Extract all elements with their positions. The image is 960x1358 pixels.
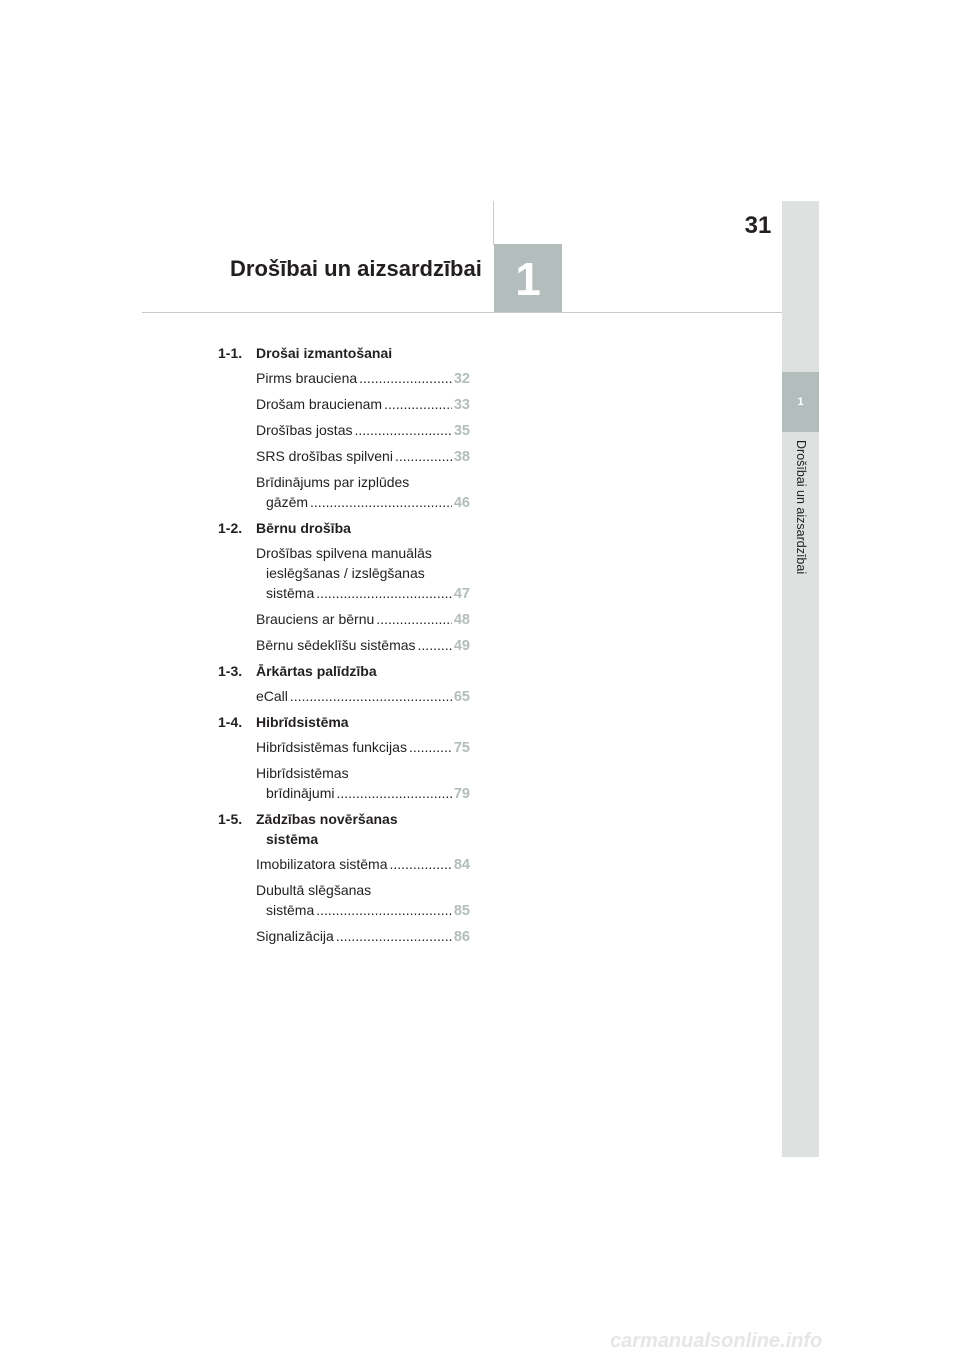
toc-page-link[interactable]: 86: [453, 929, 470, 945]
toc-entry-label: eCall: [256, 688, 288, 704]
toc-leader-dots: [310, 492, 452, 512]
toc-entry-label: Brauciens ar bērnu: [256, 611, 375, 627]
toc-entry-label: Imobilizatora sistēma: [256, 856, 388, 872]
toc-section-heading: [218, 343, 470, 363]
toc-entry[interactable]: [256, 880, 470, 921]
chapter-number-box: 1: [494, 244, 562, 312]
table-of-contents: [218, 343, 470, 952]
toc-entry-label: Drošības jostas: [256, 422, 353, 438]
toc-page-link[interactable]: 38: [453, 449, 470, 465]
toc-entry-text: Drošības spilvena manuālās: [256, 545, 432, 561]
toc-leader-dots: [290, 686, 452, 706]
toc-leader-dots: [418, 635, 452, 655]
toc-entry[interactable]: [256, 368, 470, 389]
page-number: 31: [744, 212, 772, 239]
toc-entry[interactable]: [256, 635, 470, 656]
side-tab-label: Drošībai un aizsardzībai: [794, 440, 808, 575]
toc-section-title: Hibrīdsistēma: [256, 714, 349, 730]
toc-leader-dots: [336, 926, 452, 946]
toc-section-heading: [218, 661, 470, 681]
toc-leader-dots: [395, 446, 452, 466]
toc-entry-text: Dubultā slēgšanas: [256, 882, 372, 898]
toc-section-number: 1-4.: [218, 714, 243, 730]
toc-section-heading: [218, 518, 470, 538]
toc-section-title-cont: sistēma: [266, 831, 319, 847]
toc-page-link[interactable]: 84: [453, 857, 470, 873]
toc-entry-label: Bērnu sēdeklīšu sistēmas: [256, 637, 416, 653]
toc-entry[interactable]: [256, 686, 470, 707]
toc-page-link[interactable]: 49: [453, 638, 470, 654]
side-tab: [782, 201, 819, 1157]
toc-entry[interactable]: [256, 420, 470, 441]
toc-entry-label: brīdinājumi: [266, 785, 335, 801]
toc-entry-label: Hibrīdsistēmas funkcijas: [256, 739, 407, 755]
toc-entry[interactable]: [256, 763, 470, 804]
toc-section-number: 1-2.: [218, 520, 243, 536]
toc-section-number: 1-1.: [218, 345, 243, 361]
toc-section-number: 1-5.: [218, 811, 243, 827]
toc-entry-label: Drošam braucienam: [256, 396, 383, 412]
chapter-title: Drošībai un aizsardzībai: [230, 256, 482, 281]
toc-page-link[interactable]: 35: [453, 423, 470, 439]
toc-leader-dots: [376, 609, 452, 629]
toc-page-link[interactable]: 32: [453, 371, 470, 387]
toc-page-link[interactable]: 65: [453, 689, 470, 705]
toc-section-title: Ārkārtas palīdzība: [256, 663, 377, 679]
toc-entry-label: Signalizācija: [256, 928, 334, 944]
toc-entry[interactable]: [256, 543, 470, 604]
toc-entry-label: sistēma: [266, 585, 315, 601]
toc-section-heading: [218, 809, 470, 849]
toc-page-link[interactable]: 79: [453, 786, 470, 802]
toc-page-link[interactable]: 85: [453, 903, 470, 919]
toc-leader-dots: [336, 783, 451, 803]
toc-entry[interactable]: [256, 394, 470, 415]
header-divider-vertical: [493, 201, 494, 245]
side-tab-active-number[interactable]: 1: [782, 372, 819, 432]
toc-page-link[interactable]: 47: [453, 586, 470, 602]
toc-entry[interactable]: [256, 446, 470, 467]
toc-entry-label: SRS drošības spilveni: [256, 448, 393, 464]
toc-entry[interactable]: [256, 472, 470, 513]
toc-entry-label: gāzēm: [266, 494, 309, 510]
toc-entry-text: Brīdinājums par izplūdes: [256, 474, 410, 490]
toc-entry-text: ieslēgšanas / izslēgšanas: [266, 565, 425, 581]
toc-entry-text: Hibrīdsistēmas: [256, 765, 349, 781]
toc-leader-dots: [384, 394, 452, 414]
toc-leader-dots: [390, 854, 452, 874]
toc-page-link[interactable]: 48: [453, 612, 470, 628]
toc-entry[interactable]: [256, 854, 470, 875]
toc-page-link[interactable]: 46: [453, 495, 470, 511]
toc-section-title: Drošai izmantošanai: [256, 345, 393, 361]
header-divider-horizontal: [142, 312, 782, 313]
toc-entry[interactable]: [256, 926, 470, 947]
toc-leader-dots: [316, 583, 452, 603]
toc-section-title: Bērnu drošība: [256, 520, 351, 536]
toc-section-title: Zādzības novēršanas: [256, 811, 398, 827]
toc-entry[interactable]: [256, 609, 470, 630]
toc-leader-dots: [354, 420, 451, 440]
toc-section-heading: [218, 712, 470, 732]
watermark: carmanualsonline.info: [610, 1330, 823, 1352]
toc-leader-dots: [359, 368, 452, 388]
toc-page-link[interactable]: 75: [453, 740, 470, 756]
toc-page-link[interactable]: 33: [453, 397, 470, 413]
toc-entry[interactable]: [256, 737, 470, 758]
toc-leader-dots: [316, 900, 452, 920]
toc-entry-label: Pirms brauciena: [256, 370, 358, 386]
toc-leader-dots: [409, 737, 452, 757]
toc-section-number: 1-3.: [218, 663, 243, 679]
toc-entry-label: sistēma: [266, 902, 315, 918]
